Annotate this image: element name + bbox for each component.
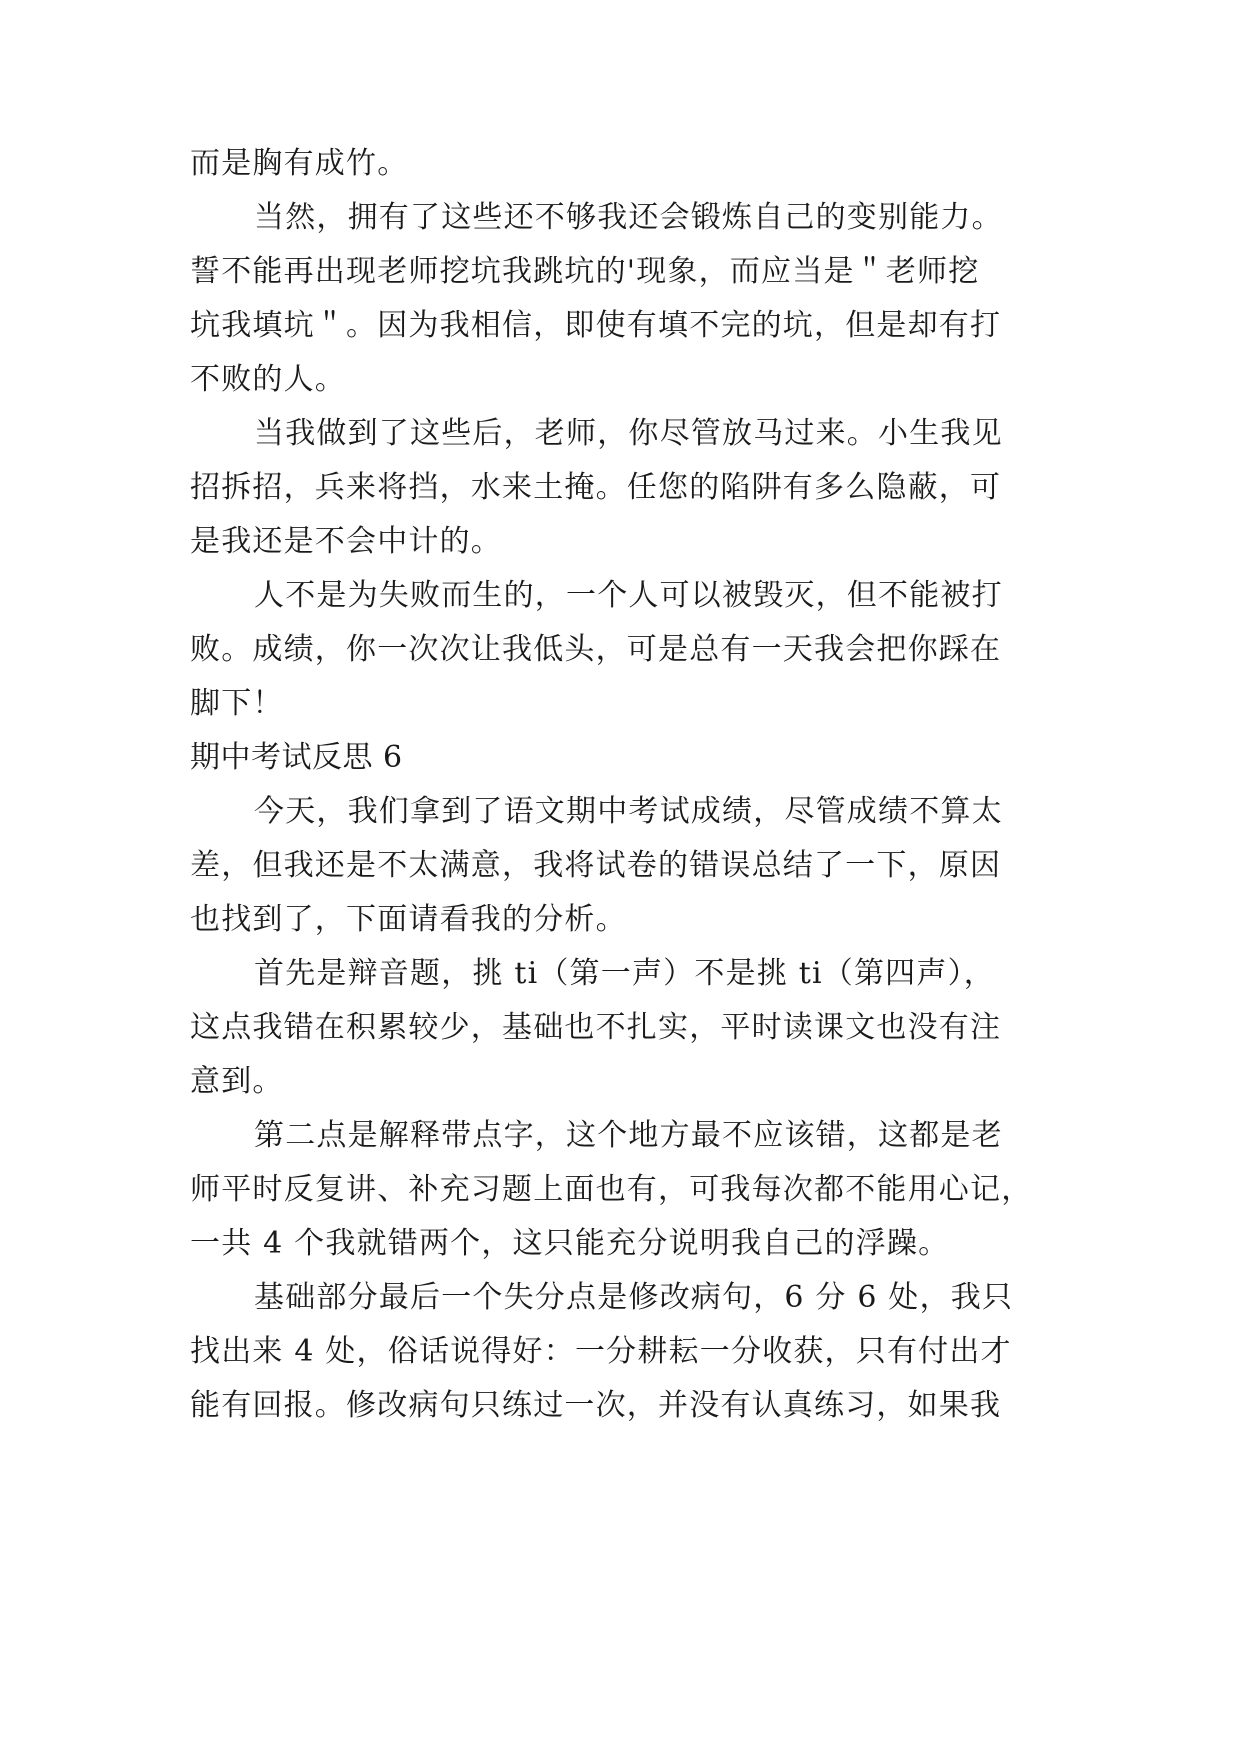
paragraph-start-line: 今天，我们拿到了语文期中考试成绩，尽管成绩不算太 (254, 794, 1003, 829)
text-line: 誓不能再出现老师挖坑我跳坑的'现象，而应当是＂老师挖 (190, 254, 980, 289)
text-line: 差，但我还是不太满意，我将试卷的错误总结了一下，原因 (190, 848, 1002, 883)
paragraph-start-line: 人不是为失败而生的，一个人可以被毁灭，但不能被打 (254, 578, 1003, 613)
paragraph-start-line: 当然，拥有了这些还不够我还会锻炼自己的变别能力。 (254, 200, 1003, 235)
text-line: 这点我错在积累较少，基础也不扎实，平时读课文也没有注 (190, 1010, 1002, 1045)
text-line: 招拆招，兵来将挡，水来土掩。任您的陷阱有多么隐蔽，可 (190, 470, 1002, 505)
text-line: 不败的人。 (190, 362, 346, 397)
text-line: 能有回报。修改病句只练过一次，并没有认真练习，如果我 (190, 1388, 1002, 1423)
paragraph-start-line: 当我做到了这些后，老师，你尽管放马过来。小生我见 (254, 416, 1003, 451)
text-line: 败。成绩，你一次次让我低头，可是总有一天我会把你踩在 (190, 632, 1002, 667)
paragraph-start-line: 首先是辩音题，挑 ti（第一声）不是挑 ti（第四声）， (254, 956, 995, 991)
paragraph-start-line: 第二点是解释带点字，这个地方最不应该错，这都是老 (254, 1118, 1003, 1153)
paragraph-start-line: 基础部分最后一个失分点是修改病句，6 分 6 处，我只 (254, 1280, 1014, 1315)
text-line: 也找到了，下面请看我的分析。 (190, 902, 627, 937)
text-line: 而是胸有成竹。 (190, 146, 409, 181)
text-line: 师平时反复讲、补充习题上面也有，可我每次都不能用心记， (190, 1172, 1033, 1207)
text-line: 一共 4 个我就错两个，这只能充分说明我自己的浮躁。 (190, 1226, 950, 1261)
text-line: 意到。 (190, 1064, 284, 1099)
text-line: 是我还是不会中计的。 (190, 524, 502, 559)
section-heading: 期中考试反思 6 (190, 740, 403, 775)
text-line: 坑我填坑＂。因为我相信，即使有填不完的坑，但是却有打 (190, 308, 1002, 343)
text-line: 脚下！ (190, 686, 284, 721)
text-line: 找出来 4 处，俗话说得好：一分耕耘一分收获，只有付出才 (190, 1334, 1012, 1369)
